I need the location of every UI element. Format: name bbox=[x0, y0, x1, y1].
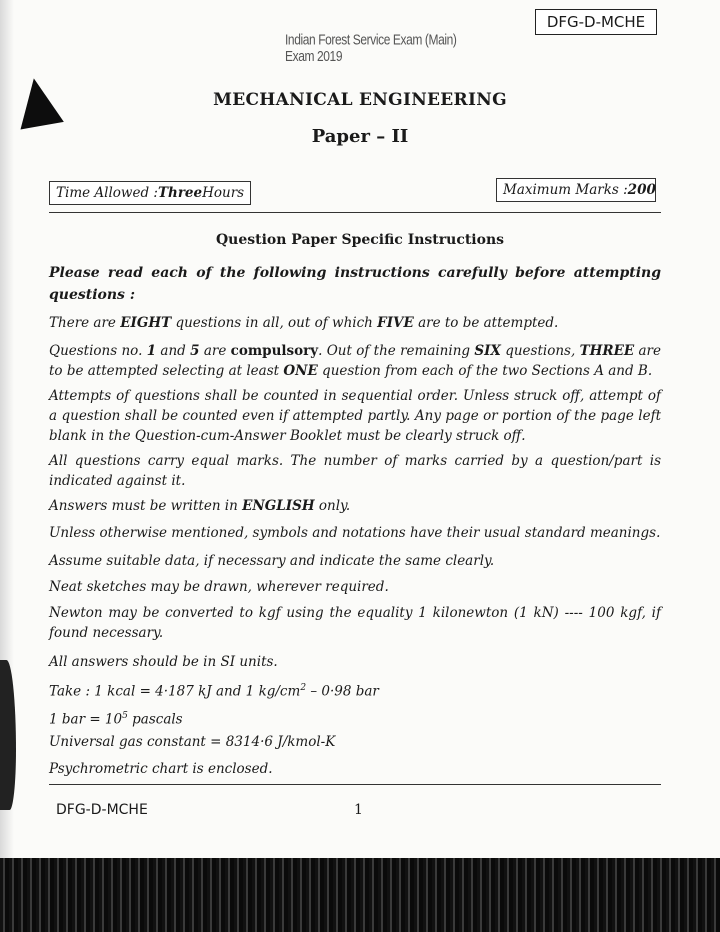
instruction-item: All answers should be in SI units. bbox=[49, 654, 278, 670]
scan-bottom-edge bbox=[0, 858, 720, 932]
marks-label: Maximum Marks : bbox=[503, 182, 628, 198]
instruction-item: Neat sketches may be drawn, wherever required. bbox=[49, 579, 389, 595]
time-allowed-box bbox=[49, 181, 251, 205]
time-label: Time Allowed : bbox=[56, 185, 158, 201]
instruction-item: Unless otherwise mentioned, symbols and notations have their usual standard meanings. bbox=[49, 525, 661, 541]
instruction-item: Newton may be converted to kgf using the equality 1 kilonewton (1 kN) ---- 100 kgf, if found necessary. bbox=[49, 605, 661, 641]
time-value: Three bbox=[157, 185, 203, 201]
instruction-item: Take : 1 kcal = 4·187 kJ and 1 $kg/cm^2 - 0\cdot 98$ bar bbox=[49, 683, 379, 700]
instruction-item: Questions no. 1 and 5 are compulsory. Out of the remaining SIX questions, THREE are to be attempted selecting at least ONE question from each of the two Sections A and B. bbox=[49, 343, 661, 379]
page-number: 1 bbox=[354, 802, 363, 818]
instruction-item: There are EIGHT questions in all, out of which FIVE are to be attempted. bbox=[49, 315, 559, 331]
instruction-item: Universal gas constant = 8314·6 J/kmol-K bbox=[49, 734, 336, 750]
instruction-item: Psychrometric chart is enclosed. bbox=[49, 761, 273, 777]
instruction-item: 1 bar = $10^5$ pascals bbox=[49, 711, 183, 728]
divider-top bbox=[49, 212, 661, 213]
exam-stamp: Indian Forest Service Exam (Main) Exam 2019 bbox=[285, 31, 457, 65]
instruction-item: All questions carry equal marks. The number of marks carried by a question/part is indicated against it. bbox=[49, 453, 661, 489]
paper-code-box: DFG-D-MCHE bbox=[535, 9, 657, 35]
instructions-lead: Please read each of the following instructions carefully before attempting questions : bbox=[49, 265, 661, 303]
instruction-item: Assume suitable data, if necessary and indicate the same clearly. bbox=[49, 553, 495, 569]
instruction-item: Attempts of questions shall be counted in sequential order. Unless struck off, attempt of a question shall be counted even if attempted partly. Any page or portion of the page left blank in the Question-cum-Answer Booklet must be clearly struck off. bbox=[49, 388, 661, 444]
maximum-marks-box bbox=[496, 178, 656, 202]
instruction-item: Answers must be written in ENGLISH only. bbox=[49, 498, 351, 514]
footer-paper-code: DFG-D-MCHE bbox=[56, 802, 148, 818]
marks-value: 200 bbox=[627, 182, 656, 198]
instructions-heading: Question Paper Specific Instructions bbox=[215, 232, 505, 248]
divider-bottom bbox=[49, 784, 661, 785]
paper-title: Paper – II bbox=[311, 126, 409, 147]
time-unit: Hours bbox=[202, 185, 245, 201]
subject-title: MECHANICAL ENGINEERING bbox=[213, 90, 507, 110]
